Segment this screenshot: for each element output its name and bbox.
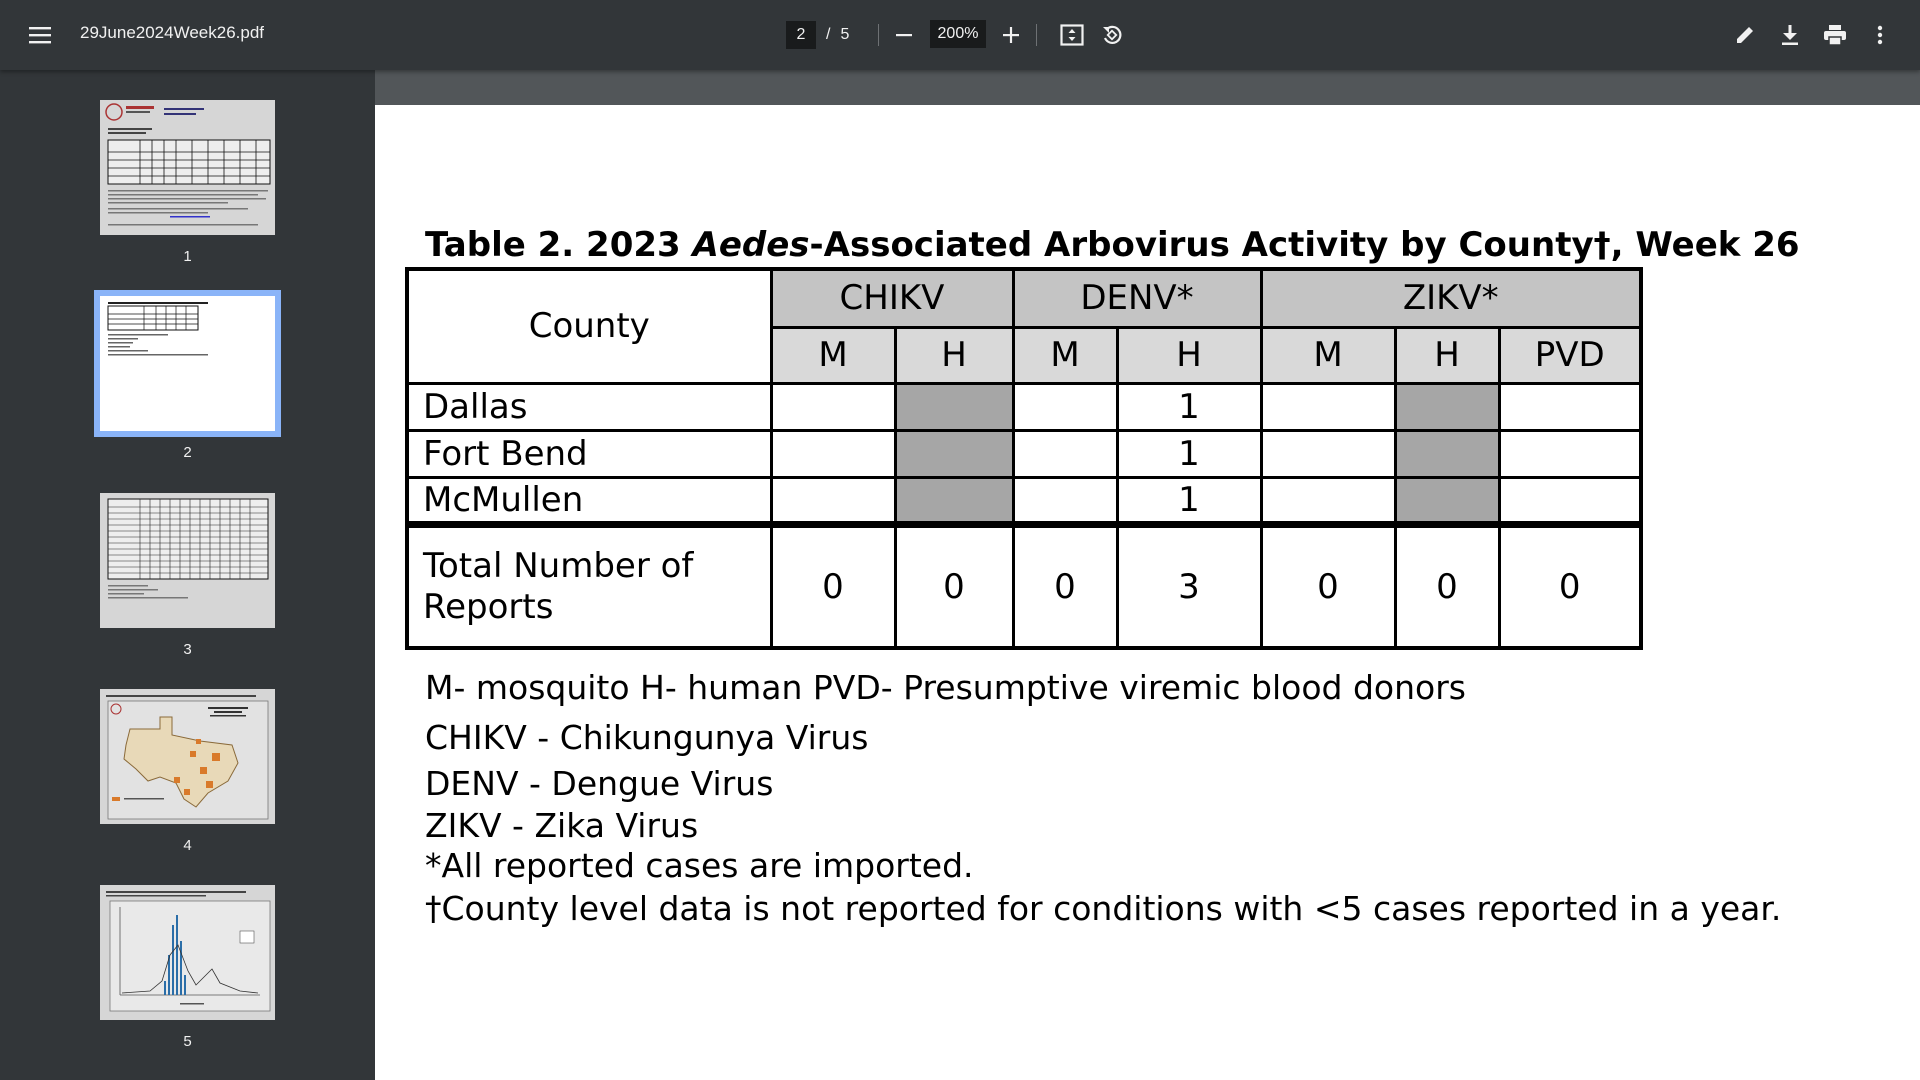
page-thumbnail-5[interactable]: [100, 885, 275, 1020]
table-cell: [1261, 477, 1395, 524]
thumbnail-label: 5: [183, 1033, 192, 1050]
table-cell: [771, 477, 895, 524]
table-row: [407, 383, 1641, 430]
legend-line: *All reported cases are imported.: [425, 846, 974, 885]
legend-line: ZIKV - Zika Virus: [425, 806, 699, 845]
group-header-chikv: CHIKV: [771, 269, 1013, 327]
county-name: Dallas: [407, 383, 771, 430]
table-cell: [1395, 430, 1499, 477]
subheader-cell: H: [1117, 327, 1261, 383]
toolbar-divider: [878, 24, 879, 46]
table-cell: [1499, 383, 1641, 430]
subheader-cell: PVD: [1499, 327, 1641, 383]
thumbnail-label: 1: [183, 248, 192, 265]
page-thumbnail-1[interactable]: [100, 100, 275, 235]
subheader-cell: H: [895, 327, 1013, 383]
table-cell: [1499, 430, 1641, 477]
page-thumbnail-2[interactable]: [100, 296, 275, 431]
table-cell: [1395, 383, 1499, 430]
total-cell: 0: [895, 524, 1013, 648]
fit-page-icon[interactable]: [1052, 15, 1092, 55]
total-cell: 0: [1395, 524, 1499, 648]
more-vert-icon[interactable]: [1860, 15, 1900, 55]
download-icon[interactable]: [1770, 15, 1810, 55]
county-name: Fort Bend: [407, 430, 771, 477]
table-cell: [1013, 430, 1117, 477]
table-cell: [1261, 383, 1395, 430]
legend-line: †County level data is not reported for conditions with <5 cases reported in a year.: [425, 889, 1782, 928]
table-cell: [895, 383, 1013, 430]
table-cell: 1: [1117, 430, 1261, 477]
table-cell: [1013, 383, 1117, 430]
table-cell: 1: [1117, 383, 1261, 430]
total-pages: 5: [840, 26, 850, 43]
table-cell: [771, 383, 895, 430]
zoom-out-icon[interactable]: [884, 15, 924, 55]
rotate-icon[interactable]: [1092, 15, 1132, 55]
thumbnail-sidebar: [0, 70, 375, 1080]
total-cell: 0: [1013, 524, 1117, 648]
table-cell: [1499, 477, 1641, 524]
pdf-toolbar: [0, 0, 1920, 70]
page-navigator: [786, 20, 849, 50]
total-cell: 0: [1261, 524, 1395, 648]
thumbnail-label: 2: [183, 444, 192, 461]
page-number-input[interactable]: [786, 21, 816, 49]
subheader-cell: H: [1395, 327, 1499, 383]
legend-line: M- mosquito H- human PVD- Presumptive viremic blood donors: [425, 668, 1466, 707]
page-thumbnail-4[interactable]: [100, 689, 275, 824]
thumbnail-label: 4: [183, 837, 192, 854]
zoom-in-icon[interactable]: [991, 15, 1031, 55]
title-prefix: Table 2. 2023: [425, 225, 693, 265]
legend-line: DENV - Dengue Virus: [425, 764, 774, 803]
document-viewer[interactable]: [375, 70, 1920, 1080]
table-row: [407, 430, 1641, 477]
subheader-cell: M: [1261, 327, 1395, 383]
page-thumbnail-3[interactable]: [100, 493, 275, 628]
group-header-denv: DENV*: [1013, 269, 1261, 327]
arbovirus-table: [405, 267, 1643, 650]
table-cell: [771, 430, 895, 477]
table-cell: [1013, 477, 1117, 524]
thumbnail-label: 3: [183, 641, 192, 658]
table-cell: [895, 477, 1013, 524]
county-name: McMullen: [407, 477, 771, 524]
table-row: [407, 477, 1641, 524]
table-title: [425, 225, 1800, 265]
subheader-cell: M: [771, 327, 895, 383]
toolbar-divider: [1036, 24, 1037, 46]
print-icon[interactable]: [1815, 15, 1855, 55]
total-cell: 0: [1499, 524, 1641, 648]
page-separator: /: [826, 26, 831, 43]
county-header: County: [407, 269, 771, 383]
total-row: [407, 524, 1641, 648]
legend-line: CHIKV - Chikungunya Virus: [425, 718, 869, 757]
total-cell: 3: [1117, 524, 1261, 648]
table-cell: [1261, 430, 1395, 477]
table-cell: [1395, 477, 1499, 524]
subheader-cell: M: [1013, 327, 1117, 383]
pen-icon[interactable]: [1725, 15, 1765, 55]
table-cell: [895, 430, 1013, 477]
document-title: 29June2024Week26.pdf: [80, 23, 265, 42]
table-cell: 1: [1117, 477, 1261, 524]
menu-icon[interactable]: [20, 15, 60, 55]
title-italic: Aedes: [692, 225, 810, 265]
total-label: Total Number of Reports: [407, 524, 771, 648]
pdf-page: [375, 105, 1920, 1080]
zoom-level-input[interactable]: [930, 20, 986, 48]
title-suffix: -Associated Arbovirus Activity by County†, Week 26: [809, 225, 1800, 265]
total-cell: 0: [771, 524, 895, 648]
group-header-zikv: ZIKV*: [1261, 269, 1641, 327]
